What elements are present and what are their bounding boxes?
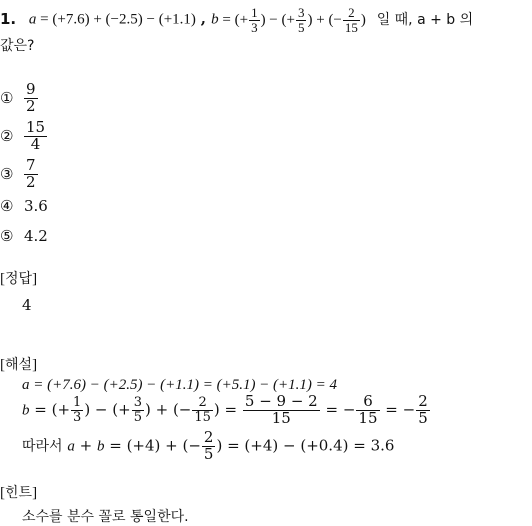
question-line2: 값은?: [0, 38, 35, 55]
explanation-label: [해설]: [0, 357, 38, 373]
choice-mark: ③: [0, 165, 14, 184]
hint-text: 소수를 분수 꼴로 통일한다.: [22, 509, 189, 525]
choice-5[interactable]: [0, 227, 48, 245]
choice-3[interactable]: [0, 158, 39, 191]
choice-fraction: $\frac{7}{2}$: [26, 156, 36, 191]
explanation-line-1: a = (+7.6) − (+2.5) − (+1.1) = (+5.1) − (+1.1) = 4: [22, 377, 338, 393]
explanation-line-3: 따라서 a + b = (+4) + (− $\frac{2}{5}$ ) = (+4) − (+0.4) = 3.6: [22, 428, 395, 463]
choice-fraction: $\frac{15}{4}$: [26, 118, 46, 153]
choice-value: 3.6: [24, 197, 48, 215]
question: [0, 6, 530, 58]
question-line1: 1. a = (+7.6) + (−2.5) − (+1.1) , b = (+ $\frac{1}{3}$ ) − (+ $\frac{3}{5}$ ) + (− $\frac{2}{15}$ ) 일 때, a + b 의: [0, 5, 474, 35]
question-number: 1.: [0, 9, 17, 28]
explanation-line-2: b = (+ $\frac{1}{3}$ ) − (+ $\frac{3}{5}$ ) + (− $\frac{2}{15}$ ) = $\frac{5 - 9 - 2}{15}$ = − $\frac{6}{15}$ = − $\frac{2}{5}$: [22, 392, 428, 427]
choice-2[interactable]: [0, 120, 48, 153]
choice-4[interactable]: [0, 197, 48, 215]
choice-1[interactable]: [0, 82, 39, 115]
choice-mark: ②: [0, 127, 14, 146]
hint-label: [힌트]: [0, 485, 38, 501]
answer-label: [정답]: [0, 271, 38, 287]
choice-fraction: $\frac{9}{2}$: [26, 80, 36, 115]
answer-value: 4: [22, 296, 32, 314]
choice-mark: ①: [0, 89, 14, 108]
choice-mark: ④: [0, 197, 14, 215]
question-tail: 일 때, a + b 의: [376, 11, 474, 28]
expr-b: b = (+ $\frac{1}{3}$ ) − (+ $\frac{3}{5}$ ) + (− $\frac{2}{15}$ ): [211, 5, 366, 35]
choice-value: 4.2: [24, 227, 48, 245]
expr-a: a = (+7.6) + (−2.5) − (+1.1): [28, 11, 196, 28]
choice-mark: ⑤: [0, 227, 14, 245]
